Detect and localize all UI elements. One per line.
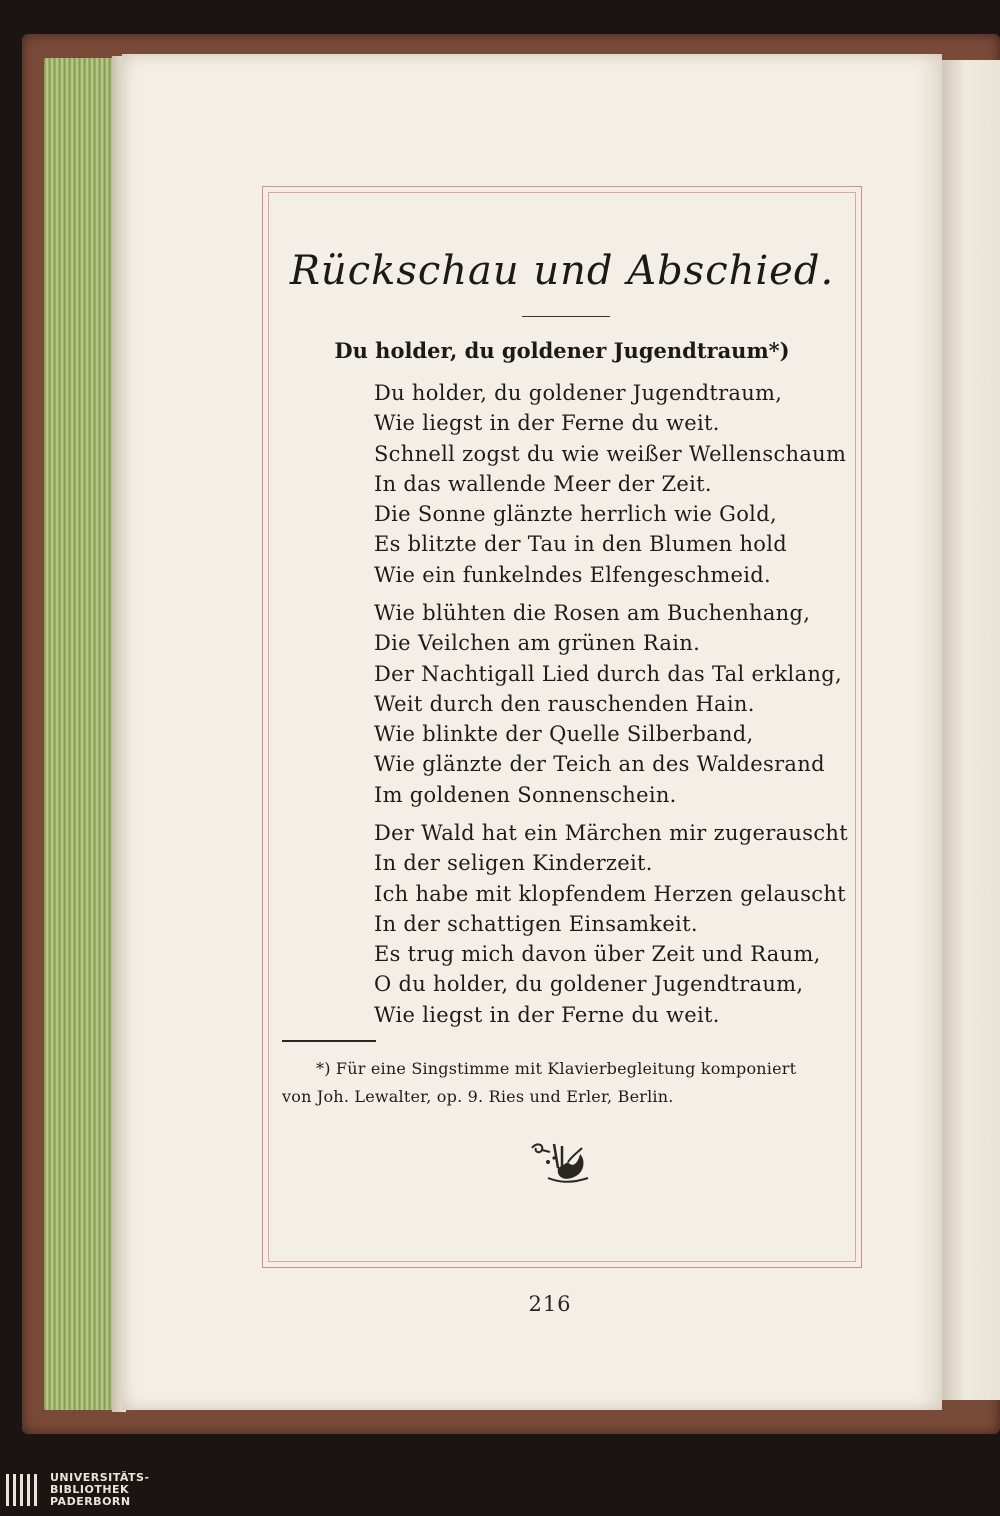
footnote <box>282 1055 842 1111</box>
poem-line: Schnell zogst du wie weißer Wellenschaum <box>374 441 847 466</box>
poem-line: Die Sonne glänzte herrlich wie Gold, <box>374 502 777 527</box>
poem-line: Es trug mich davon über Zeit und Raum, <box>374 942 821 967</box>
library-logo-text <box>50 1472 150 1508</box>
poem-line: Wie ein funkelndes Elfengeschmeid. <box>374 562 771 587</box>
footnote-line: *) Für eine Singstimme mit Klavierbegleitung komponiert <box>316 1059 797 1078</box>
poem-line: Ich habe mit klopfendem Herzen gelauscht <box>374 881 846 906</box>
poem-line: O du holder, du goldener Jugendtraum, <box>374 972 804 997</box>
stanza-2 <box>374 598 844 810</box>
poem-line: Wie blühten die Rosen am Buchenhang, <box>374 601 811 625</box>
library-logo-icon <box>4 1470 44 1510</box>
poem-line: Du holder, du goldener Jugendtraum, <box>374 381 783 405</box>
right-page-edge <box>942 60 1000 1400</box>
page-number: 216 <box>528 1292 572 1316</box>
logo-line: PADERBORN <box>50 1495 131 1508</box>
stanza-1 <box>374 378 847 590</box>
logo-line: UNIVERSITÄTS- <box>50 1471 150 1484</box>
poem-line: In der seligen Kinderzeit. <box>374 851 653 876</box>
logo-line: BIBLIOTHEK <box>50 1483 130 1496</box>
poem-line: Der Nachtigall Lied durch das Tal erklang, <box>374 661 842 686</box>
poem-line: Im goldenen Sonnenschein. <box>374 782 677 807</box>
footnote-line: von Joh. Lewalter, op. 9. Ries und Erler, Berlin. <box>282 1087 674 1106</box>
page-edges <box>44 58 120 1410</box>
poem-line: Die Veilchen am grünen Rain. <box>374 631 701 656</box>
title-divider <box>522 316 610 317</box>
poem-line: In das wallende Meer der Zeit. <box>374 471 712 496</box>
poem-line: Der Wald hat ein Märchen mir zugerauscht <box>374 821 848 845</box>
poem-subtitle: Du holder, du goldener Jugendtraum*) <box>334 338 790 363</box>
footnote-rule <box>282 1040 376 1042</box>
poem-line: Es blitzte der Tau in den Blumen hold <box>374 532 788 557</box>
floral-vignette-icon <box>528 1138 594 1186</box>
stanza-3 <box>374 818 848 1030</box>
poem-line: Wie glänzte der Teich an des Waldesrand <box>374 752 825 777</box>
poem-line: In der schattigen Einsamkeit. <box>374 911 698 936</box>
library-logo <box>4 1468 150 1512</box>
poem-line: Weit durch den rauschenden Hain. <box>374 691 755 716</box>
poem-line: Wie blinkte der Quelle Silberband, <box>374 722 754 747</box>
poem-line: Wie liegst in der Ferne du weit. <box>374 1002 720 1027</box>
page-title: Rückschau und Abschied. <box>289 248 835 294</box>
poem-line: Wie liegst in der Ferne du weit. <box>374 411 720 436</box>
